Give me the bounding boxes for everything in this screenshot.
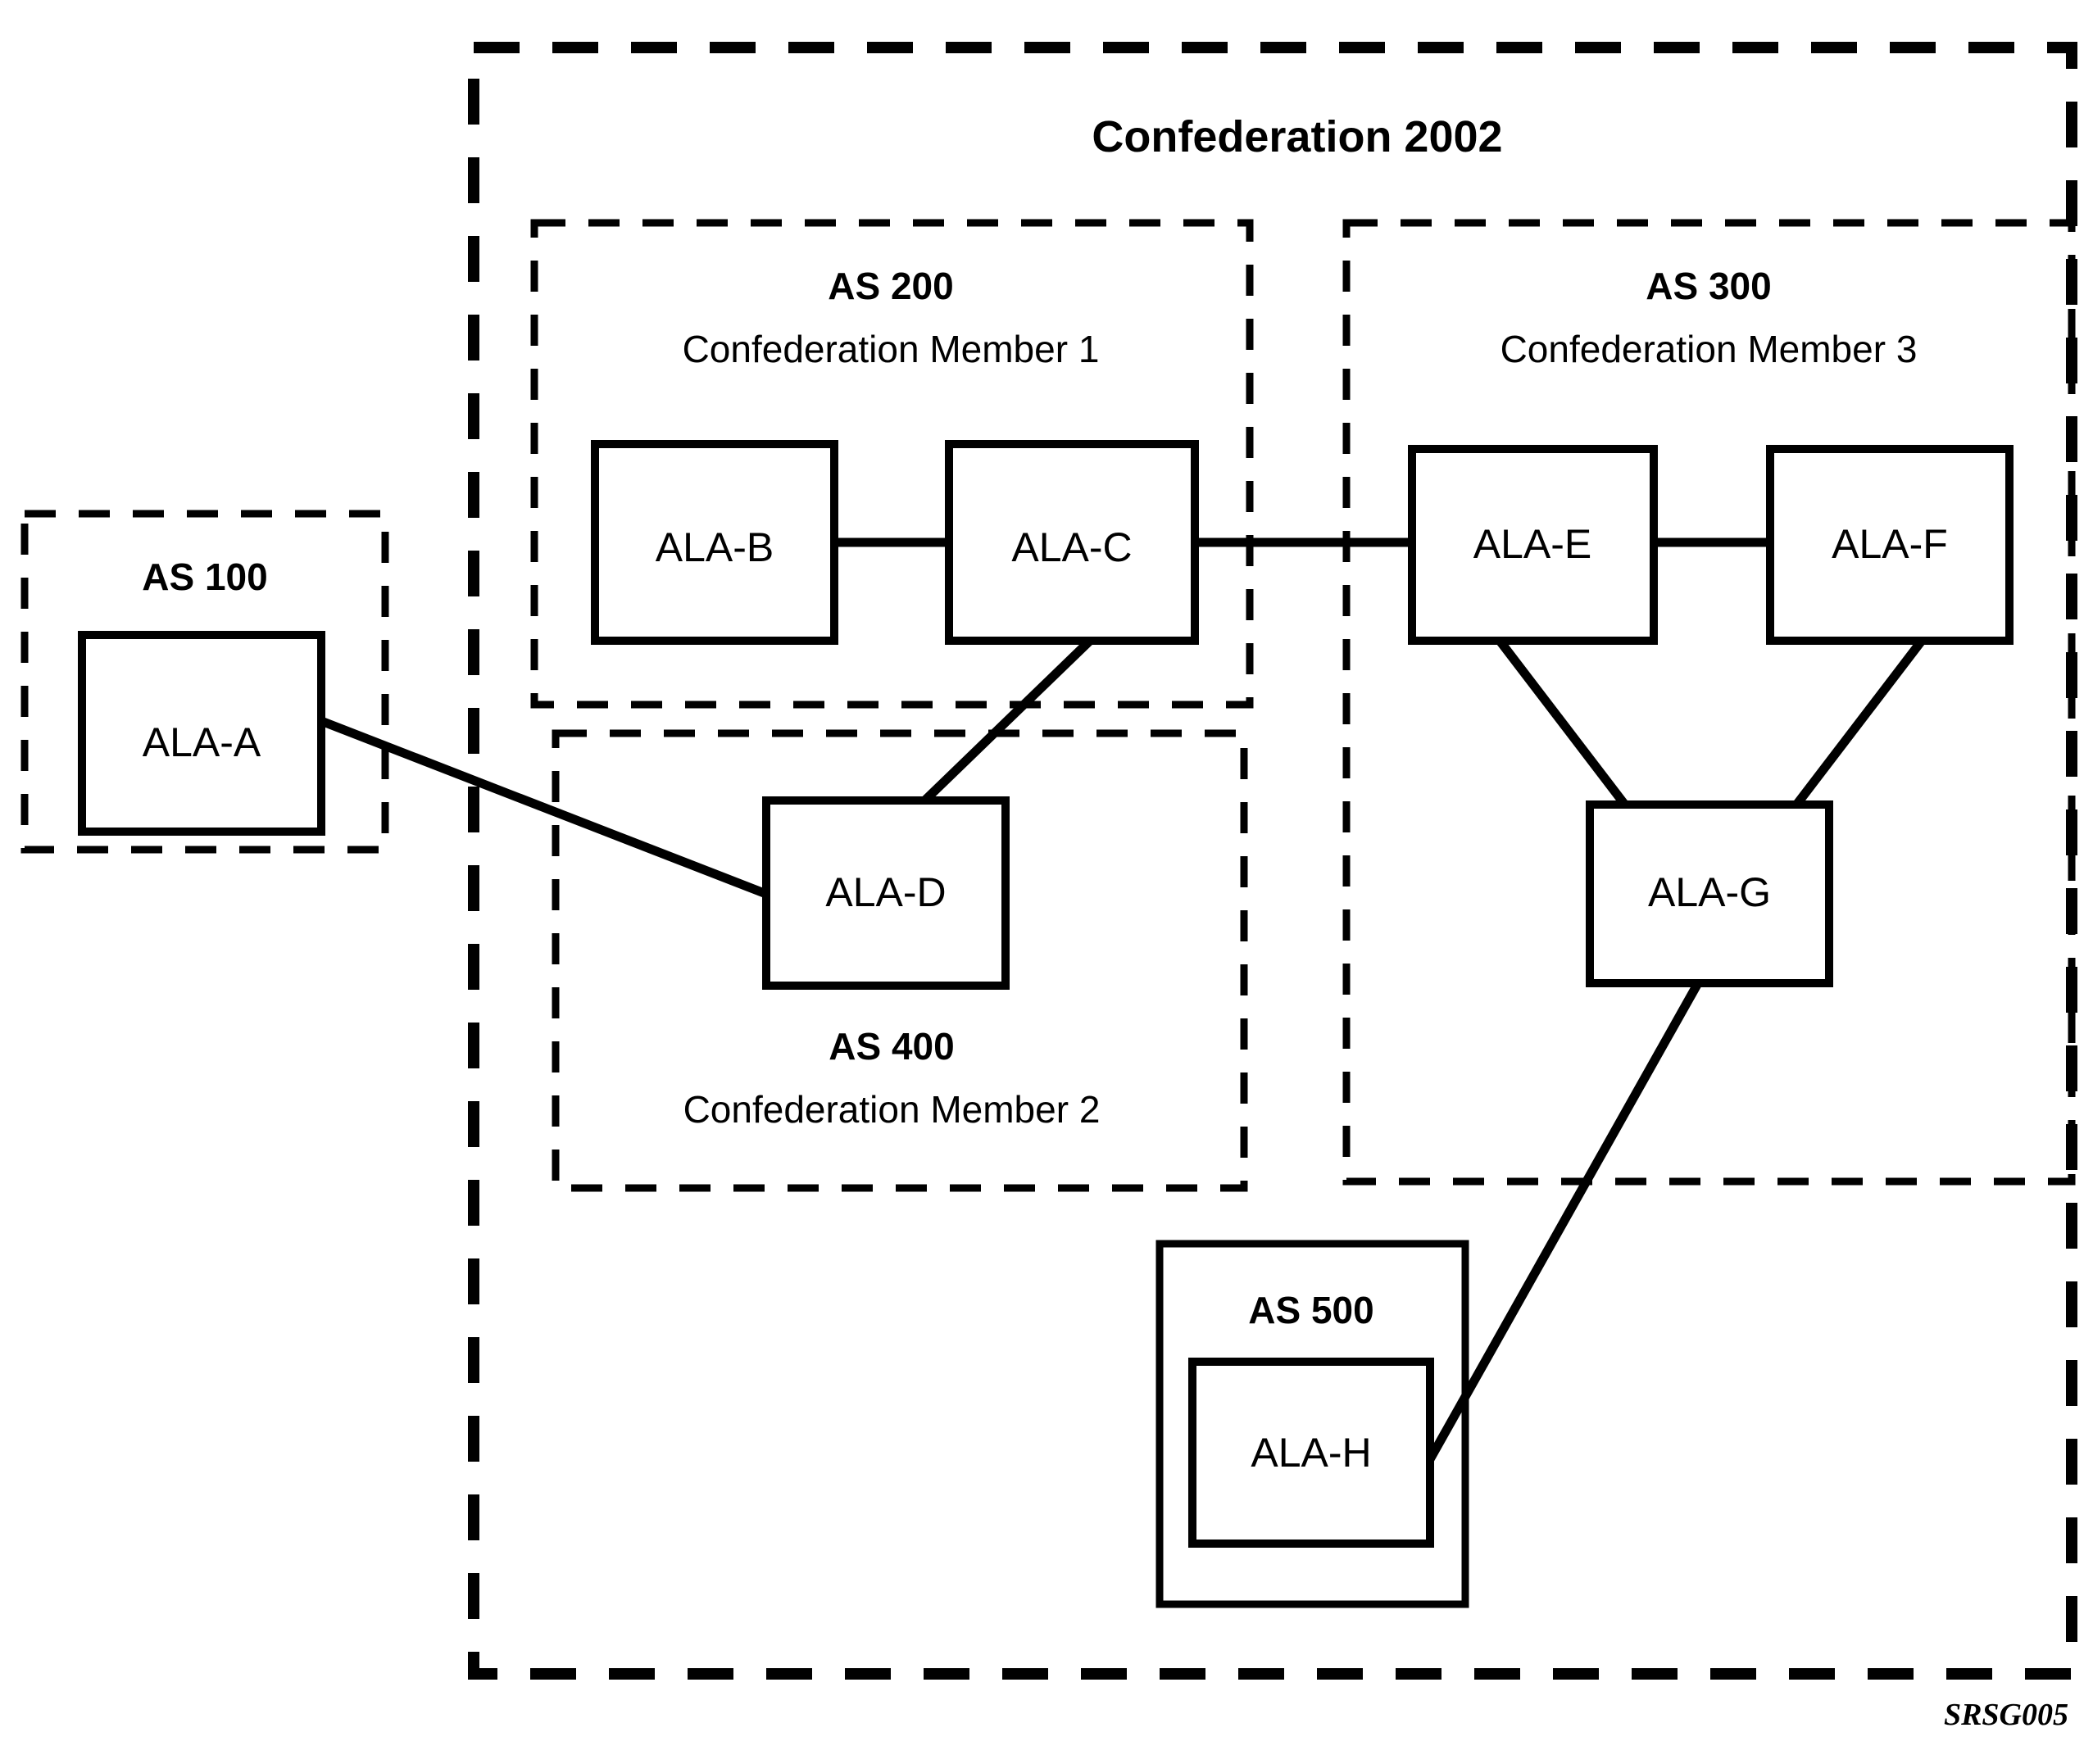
group-title-as400: AS 400 [829,1025,955,1068]
group-title-as100: AS 100 [142,556,268,598]
node-label-ala-f: ALA-F [1832,521,1948,568]
node-ala-f[interactable] [1770,449,2009,641]
group-title-as500: AS 500 [1248,1289,1374,1331]
node-label-ala-h: ALA-H [1251,1430,1372,1476]
link-ala-f-ala-g [1795,641,1922,807]
node-label-ala-c: ALA-C [1011,524,1133,571]
node-label-ala-e: ALA-E [1473,521,1592,568]
node-label-ala-a: ALA-A [142,719,261,766]
figure-id-label: SRSG005 [1943,1698,2068,1732]
node-ala-b[interactable] [595,444,834,641]
node-ala-d[interactable] [766,800,1006,986]
group-title-as200: AS 200 [828,265,954,307]
group-subtitle-as200: Confederation Member 1 [682,328,1100,370]
node-ala-a[interactable] [82,635,321,832]
group-subtitle-as300: Confederation Member 3 [1500,328,1918,370]
node-ala-c[interactable] [949,444,1195,641]
node-label-ala-b: ALA-B [655,524,774,571]
group-subtitle-as400: Confederation Member 2 [683,1088,1101,1131]
group-title-as300: AS 300 [1646,265,1772,307]
node-label-ala-g: ALA-G [1647,869,1772,916]
link-ala-g-ala-h [1426,983,1698,1467]
link-ala-c-ala-d [914,641,1090,811]
node-ala-e[interactable] [1412,449,1654,641]
node-label-ala-d: ALA-D [825,869,947,916]
node-ala-g[interactable] [1590,805,1829,983]
node-ala-h[interactable] [1192,1362,1430,1544]
link-ala-e-ala-g [1500,641,1627,807]
confederation-title: Confederation 2002 [1092,112,1503,161]
